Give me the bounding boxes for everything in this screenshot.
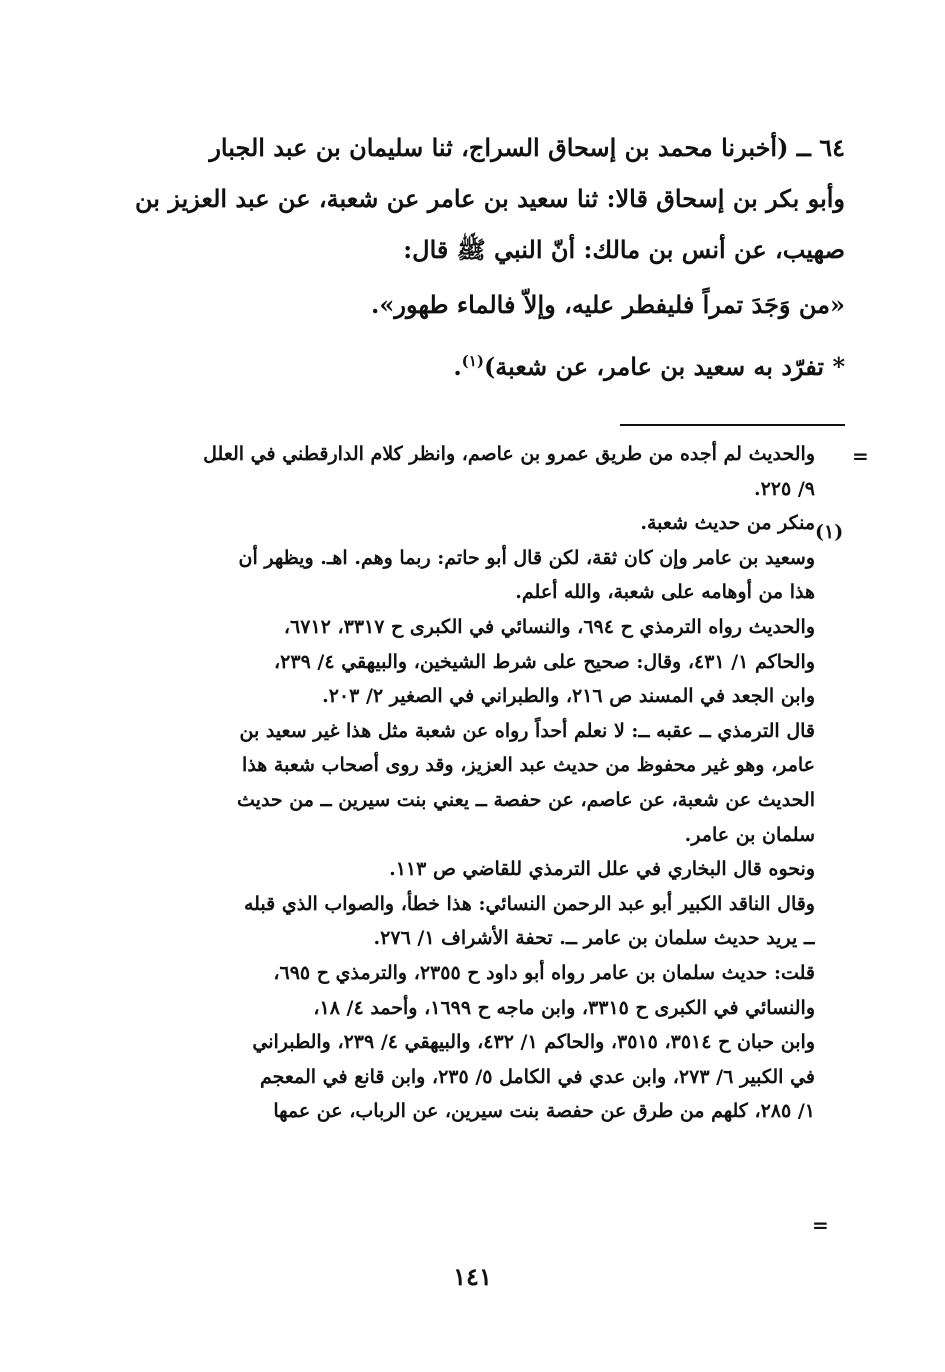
footnote-line: سلمان بن عامر. (684, 823, 815, 846)
hadith-line: صهيب، عن أنس بن مالك: أنّ النبي ﷺ قال: (403, 235, 845, 264)
asterisk-marker: * (832, 352, 845, 381)
footnote-line: والحديث لم أجده من طريق عمرو بن عاصم، وانظر كلام الدارقطني في العلل (203, 443, 815, 465)
footnote-ref: (١) (461, 352, 484, 370)
footnote-continuation-mark: = (852, 444, 869, 468)
footnote-line: قال الترمذي ــ عقبه ــ: لا نعلم أحداً رواه عن شعبة مثل هذا غير سعيد بن (239, 719, 815, 742)
footnote-line: وابن حبان ح ٣٥١٤، ٣٥١٥، والحاكم ١/ ٤٣٢، والبيهقي ٤/ ٢٣٩، والطبراني (252, 1031, 815, 1054)
hadith-quote: «من وَجَدَ تمراً فليفطر عليه، وإلاّ فالماء طهور». (371, 290, 845, 319)
footnote-line: ــ يريد حديث سلمان بن عامر ــ. تحفة الأشراف ١/ ٢٧٦. (373, 927, 815, 950)
footnote-line: ٩/ ٢٢٥. (753, 477, 815, 500)
footnote-line: وسعيد بن عامر وإن كان ثقة، لكن قال أبو حاتم: ربما وهم. اهـ. ويظهر أن (238, 546, 815, 569)
footnotes (115, 437, 815, 1129)
hadith-note-text: تفرّد به سعيد بن عامر، عن شعبة) (483, 352, 825, 381)
footnote-line: والحديث رواه الترمذي ح ٦٩٤، والنسائي في الكبرى ح ٣٣١٧، ٦٧١٢، (283, 615, 815, 638)
footnote-number: (١) (815, 521, 844, 543)
footnote-separator (620, 424, 845, 426)
footnote-line: وابن الجعد في المسند ص ٢١٦، والطبراني في الصغير ٢/ ٢٠٣. (322, 685, 815, 708)
footnote-line: الحديث عن شعبة، عن عاصم، عن حفصة ــ يعني بنت سيرين ــ من حديث (237, 788, 815, 811)
page-number: ١٤١ (453, 1262, 492, 1291)
hadith-line: ٦٤ ــ (أخبرنا محمد بن إسحاق السراج، ثنا سليمان بن عبد الجبار (209, 133, 845, 162)
footnote-line: في الكبير ٦/ ٢٧٣، وابن عدي في الكامل ٥/ ٢٣٥، وابن قانع في المعجم (259, 1065, 815, 1088)
footnote-line: قلت: حديث سلمان بن عامر رواه أبو داود ح ٢٣٥٥، والترمذي ح ٦٩٥، (273, 961, 815, 984)
footnote-line: ونحوه قال البخاري في علل الترمذي للقاضي ص ١١٣. (389, 858, 815, 881)
footnote-line: ١/ ٢٨٥، كلهم من طرق عن حفصة بنت سيرين، عن الرباب، عن عمها (273, 1100, 815, 1123)
footnote-line: والنسائي في الكبرى ح ٣٣١٥، وابن ماجه ح ١٦٩٩، وأحمد ٤/ ١٨، (313, 996, 815, 1019)
footnote-line: عامر، وهو غير محفوظ من حديث عبد العزيز، وقد روى أصحاب شعبة هذا (242, 754, 815, 777)
hadith-note-end: . (453, 352, 462, 381)
footnote-continuation-mark-bottom: = (812, 1213, 829, 1237)
hadith-text (110, 122, 845, 275)
hadith-line: وأبو بكر بن إسحاق قالا: ثنا سعيد بن عامر عن شعبة، عن عبد العزيز بن (135, 184, 845, 213)
footnote-line: هذا من أوهامه على شعبة، والله أعلم. (515, 581, 815, 604)
footnote-line: والحاكم ١/ ٤٣١، وقال: صحيح على شرط الشيخين، والبيهقي ٤/ ٢٣٩، (274, 650, 815, 673)
footnote-line: وقال الناقد الكبير أبو عبد الرحمن النسائي: هذا خطأ، والصواب الذي قبله (243, 892, 815, 915)
footnote-line: منكر من حديث شعبة. (640, 512, 815, 535)
hadith-note (453, 352, 845, 381)
